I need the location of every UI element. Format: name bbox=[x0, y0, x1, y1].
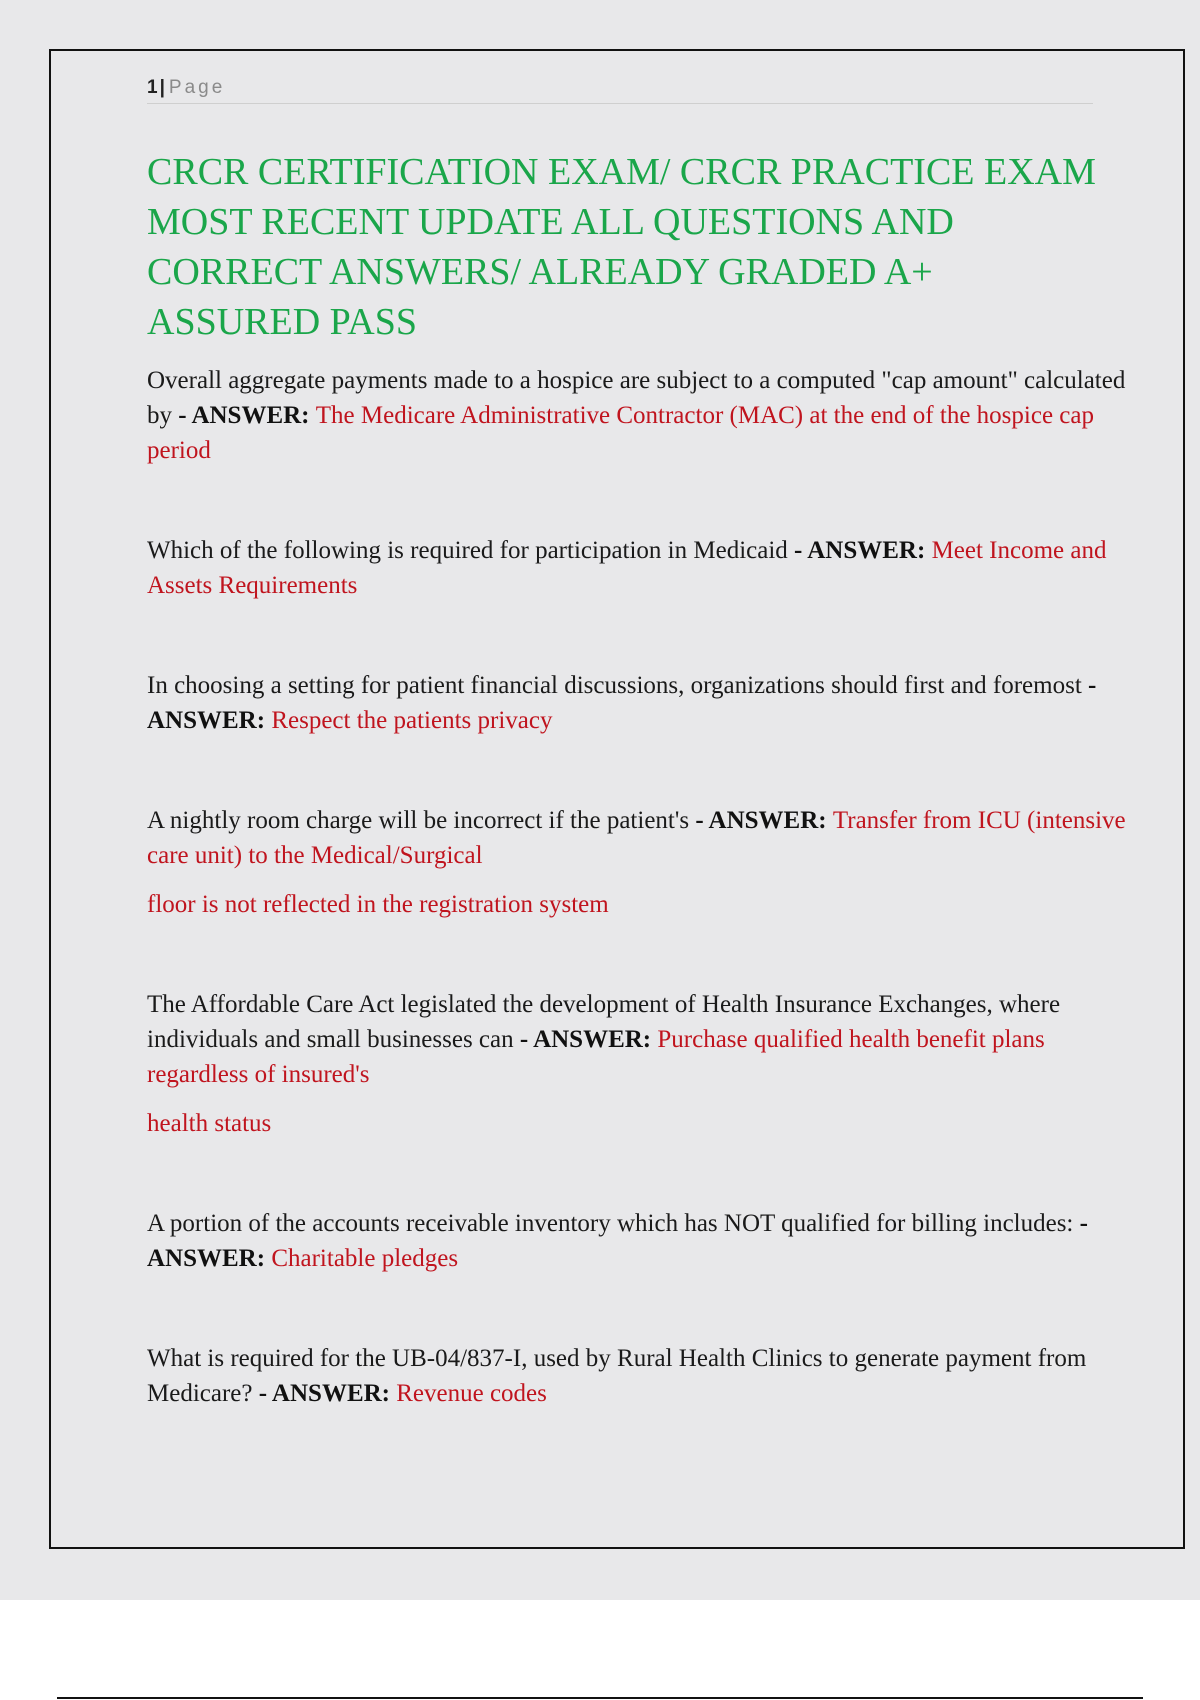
qa-item-2 bbox=[147, 533, 1137, 603]
answer-text: The Medicare Administrative Contractor (MAC) at the end of the hospice cap period bbox=[147, 402, 1094, 464]
answer-separator: - ANSWER: bbox=[147, 672, 1097, 734]
answer-continuation: health status bbox=[147, 1110, 272, 1137]
question-text: Which of the following is required for participation in Medicaid bbox=[147, 537, 788, 564]
answer-separator: - ANSWER: bbox=[689, 807, 833, 834]
document-title: CRCR CERTIFICATION EXAM/ CRCR PRACTICE EXAM MOST RECENT UPDATE ALL QUESTIONS AND CORRECT ANSWERS/ ALREADY GRADED A+ ASSURED PASS bbox=[147, 151, 1096, 343]
question-text: A portion of the accounts receivable inventory which has NOT qualified for billing includes: bbox=[147, 1210, 1074, 1237]
page-label: Page bbox=[168, 77, 226, 98]
question-text: A nightly room charge will be incorrect if the patient's bbox=[147, 807, 690, 834]
question-text: Overall aggregate payments made to a hospice are subject to a computed "cap amount" calculated by bbox=[147, 367, 1126, 429]
question-text: In choosing a setting for patient financial discussions, organizations should first and foremost bbox=[147, 672, 1082, 699]
qa-item-4 bbox=[147, 803, 1137, 922]
question-text: The Affordable Care Act legislated the development of Health Insurance Exchanges, where individuals and small businesses can bbox=[147, 991, 1061, 1053]
answer-text: Meet Income and Assets Requirements bbox=[147, 537, 1107, 599]
answer-text: Charitable pledges bbox=[271, 1245, 459, 1272]
answer-text: Revenue codes bbox=[396, 1380, 547, 1407]
answer-separator: - ANSWER: bbox=[513, 1026, 658, 1053]
qa-item-6 bbox=[147, 1206, 1137, 1276]
answer-continuation: floor is not reflected in the registration system bbox=[147, 891, 609, 918]
answer-text: Transfer from ICU (intensive care unit) to the Medical/Surgical bbox=[147, 807, 1126, 869]
answer-separator: - ANSWER: bbox=[172, 402, 316, 429]
answer-separator: - ANSWER: bbox=[787, 537, 932, 564]
qa-item-3 bbox=[147, 668, 1137, 738]
answer-separator: - ANSWER: bbox=[147, 1210, 1088, 1272]
page-number: 1 bbox=[147, 77, 158, 98]
answer-separator: - ANSWER: bbox=[252, 1380, 397, 1407]
page-header bbox=[147, 73, 1093, 104]
answer-text: Respect the patients privacy bbox=[271, 707, 553, 734]
qa-item-7 bbox=[147, 1341, 1137, 1411]
next-page-top-rule bbox=[57, 1697, 1143, 1699]
question-list bbox=[147, 363, 1137, 1476]
answer-text: Purchase qualified health benefit plans regardless of insured's bbox=[147, 1026, 1045, 1088]
page-frame bbox=[49, 49, 1185, 1549]
qa-item-1 bbox=[147, 363, 1137, 468]
question-text: What is required for the UB-04/837-I, used by Rural Health Clinics to generate payment from Medicare? bbox=[147, 1345, 1087, 1407]
page-number-separator: | bbox=[159, 77, 165, 98]
qa-item-5 bbox=[147, 987, 1137, 1141]
